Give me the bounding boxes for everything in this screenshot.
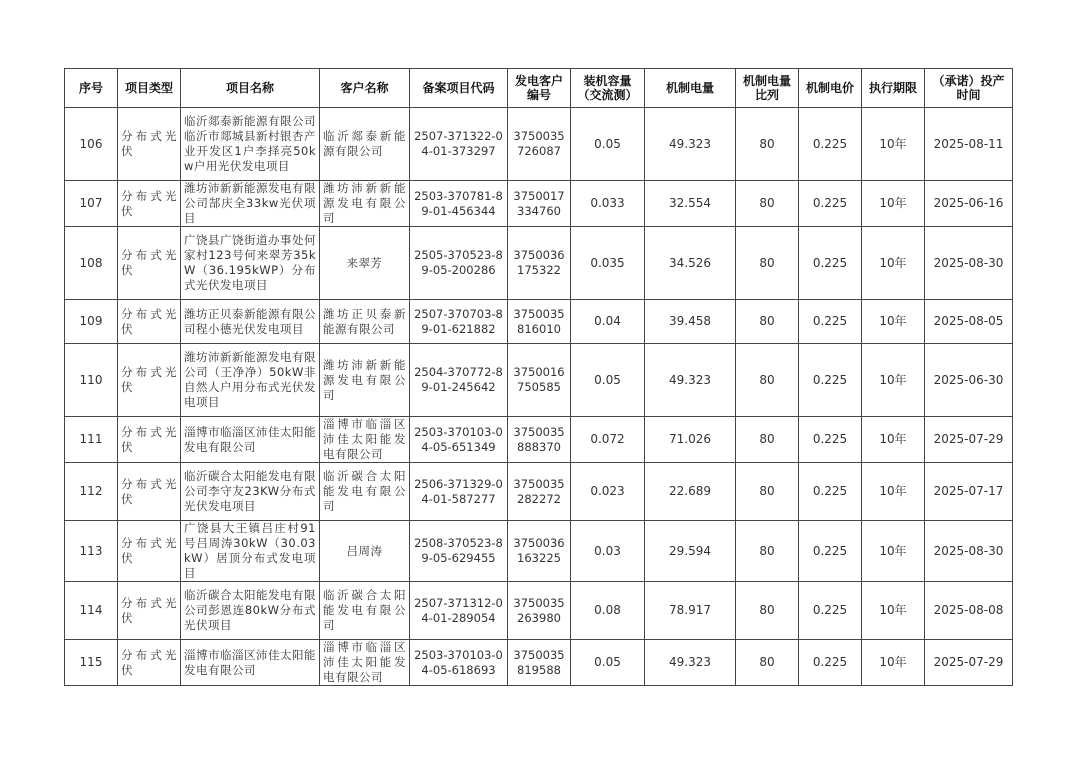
cell-code: 2507-371322-04-01-373297: [410, 108, 508, 181]
cell-price: 0.225: [799, 417, 862, 463]
cell-term: 10年: [862, 108, 925, 181]
table-row: [65, 417, 1013, 463]
header-ratio: 机制电量比列: [736, 69, 799, 108]
cell-customer: 潍坊沛新新能源发电有限公司: [320, 344, 410, 417]
cell-date: 2025-08-11: [925, 108, 1013, 181]
cell-acct: 3750016750585: [508, 344, 571, 417]
cell-name: 潍坊沛新新能源发电有限公司（王净净）50kW非自然人户用分布式光伏发电项目: [181, 344, 320, 417]
cell-seq: 114: [65, 582, 118, 640]
cell-type: 分布式光伏: [118, 640, 181, 686]
cell-ratio: 80: [736, 227, 799, 300]
table-row: [65, 108, 1013, 181]
cell-code: 2507-371312-04-01-289054: [410, 582, 508, 640]
cell-ratio: 80: [736, 417, 799, 463]
cell-type: 分布式光伏: [118, 417, 181, 463]
cell-price: 0.225: [799, 344, 862, 417]
cell-energy: 49.323: [645, 344, 736, 417]
cell-customer: 吕周涛: [320, 521, 410, 582]
cell-seq: 112: [65, 463, 118, 521]
cell-capacity: 0.08: [571, 582, 645, 640]
cell-ratio: 80: [736, 640, 799, 686]
cell-type: 分布式光伏: [118, 344, 181, 417]
cell-seq: 107: [65, 181, 118, 227]
header-price: 机制电价: [799, 69, 862, 108]
cell-price: 0.225: [799, 108, 862, 181]
cell-date: 2025-07-17: [925, 463, 1013, 521]
cell-customer: 来翠芳: [320, 227, 410, 300]
cell-term: 10年: [862, 463, 925, 521]
cell-term: 10年: [862, 417, 925, 463]
cell-energy: 29.594: [645, 521, 736, 582]
cell-seq: 109: [65, 300, 118, 344]
cell-capacity: 0.023: [571, 463, 645, 521]
cell-customer: 潍坊沛新新能源发电有限公司: [320, 181, 410, 227]
cell-seq: 108: [65, 227, 118, 300]
cell-price: 0.225: [799, 640, 862, 686]
cell-acct: 3750035888370: [508, 417, 571, 463]
table-row: [65, 227, 1013, 300]
table-row: [65, 463, 1013, 521]
cell-name: 广饶县大王镇吕庄村91号吕周涛30kW（30.03kW）居顶分布式发电项目: [181, 521, 320, 582]
cell-acct: 3750036163225: [508, 521, 571, 582]
cell-price: 0.225: [799, 582, 862, 640]
table-row: [65, 521, 1013, 582]
header-energy: 机制电量: [645, 69, 736, 108]
cell-acct: 3750035282272: [508, 463, 571, 521]
cell-name: 淄博市临淄区沛佳太阳能发电有限公司: [181, 640, 320, 686]
cell-name: 潍坊正贝泰新能源有限公司程小德光伏发电项目: [181, 300, 320, 344]
cell-name: 临沂碳合太阳能发电有限公司李守友23KW分布式光伏发电项目: [181, 463, 320, 521]
cell-name: 广饶县广饶街道办事处何家村123号何来翠芳35kW（36.195kWP）分布式光伏发电项目: [181, 227, 320, 300]
header-capacity: 装机容量（交流测）: [571, 69, 645, 108]
cell-energy: 32.554: [645, 181, 736, 227]
cell-term: 10年: [862, 300, 925, 344]
cell-capacity: 0.072: [571, 417, 645, 463]
cell-type: 分布式光伏: [118, 181, 181, 227]
table-row: [65, 300, 1013, 344]
cell-date: 2025-08-30: [925, 521, 1013, 582]
cell-code: 2503-370781-89-01-456344: [410, 181, 508, 227]
cell-acct: 3750017334760: [508, 181, 571, 227]
cell-capacity: 0.03: [571, 521, 645, 582]
cell-price: 0.225: [799, 521, 862, 582]
cell-code: 2505-370523-89-05-200286: [410, 227, 508, 300]
cell-acct: 3750035816010: [508, 300, 571, 344]
header-date: （承诺）投产时间: [925, 69, 1013, 108]
cell-energy: 34.526: [645, 227, 736, 300]
cell-seq: 113: [65, 521, 118, 582]
document-page: [64, 68, 1012, 686]
cell-ratio: 80: [736, 300, 799, 344]
cell-ratio: 80: [736, 463, 799, 521]
cell-term: 10年: [862, 582, 925, 640]
cell-date: 2025-08-30: [925, 227, 1013, 300]
cell-type: 分布式光伏: [118, 463, 181, 521]
cell-customer: 临沂郯泰新能源有限公司: [320, 108, 410, 181]
cell-code: 2508-370523-89-05-629455: [410, 521, 508, 582]
cell-term: 10年: [862, 227, 925, 300]
cell-energy: 78.917: [645, 582, 736, 640]
cell-price: 0.225: [799, 227, 862, 300]
cell-price: 0.225: [799, 300, 862, 344]
cell-energy: 49.323: [645, 108, 736, 181]
cell-code: 2504-370772-89-01-245642: [410, 344, 508, 417]
cell-name: 潍坊沛新新能源发电有限公司郜庆全33kw光伏项目: [181, 181, 320, 227]
cell-acct: 3750035263980: [508, 582, 571, 640]
cell-name: 临沂郯泰新能源有限公司临沂市郯城县新村银杏产业开发区1户李择亮50kw户用光伏发电项目: [181, 108, 320, 181]
cell-date: 2025-06-16: [925, 181, 1013, 227]
cell-acct: 3750035819588: [508, 640, 571, 686]
cell-type: 分布式光伏: [118, 521, 181, 582]
header-type: 项目类型: [118, 69, 181, 108]
table-row: [65, 640, 1013, 686]
cell-seq: 110: [65, 344, 118, 417]
cell-customer: 潍坊正贝泰新能源有限公司: [320, 300, 410, 344]
cell-term: 10年: [862, 521, 925, 582]
cell-energy: 22.689: [645, 463, 736, 521]
cell-type: 分布式光伏: [118, 582, 181, 640]
header-seq: 序号: [65, 69, 118, 108]
cell-ratio: 80: [736, 521, 799, 582]
cell-capacity: 0.035: [571, 227, 645, 300]
cell-term: 10年: [862, 640, 925, 686]
cell-date: 2025-08-05: [925, 300, 1013, 344]
cell-name: 临沂碳合太阳能发电有限公司彭恩连80kW分布式光伏项目: [181, 582, 320, 640]
cell-customer: 临沂碳合太阳能发电有限公司: [320, 463, 410, 521]
cell-acct: 3750035726087: [508, 108, 571, 181]
cell-name: 淄博市临淄区沛佳太阳能发电有限公司: [181, 417, 320, 463]
cell-type: 分布式光伏: [118, 227, 181, 300]
cell-energy: 49.323: [645, 640, 736, 686]
cell-ratio: 80: [736, 582, 799, 640]
header-row: [65, 69, 1013, 108]
cell-price: 0.225: [799, 463, 862, 521]
cell-date: 2025-08-08: [925, 582, 1013, 640]
cell-customer: 淄博市临淄区沛佳太阳能发电有限公司: [320, 417, 410, 463]
cell-seq: 106: [65, 108, 118, 181]
cell-seq: 115: [65, 640, 118, 686]
cell-type: 分布式光伏: [118, 300, 181, 344]
cell-capacity: 0.05: [571, 344, 645, 417]
project-table: [64, 68, 1013, 686]
cell-term: 10年: [862, 344, 925, 417]
cell-seq: 111: [65, 417, 118, 463]
cell-capacity: 0.04: [571, 300, 645, 344]
cell-acct: 3750036175322: [508, 227, 571, 300]
header-code: 备案项目代码: [410, 69, 508, 108]
cell-energy: 71.026: [645, 417, 736, 463]
cell-capacity: 0.05: [571, 640, 645, 686]
cell-date: 2025-06-30: [925, 344, 1013, 417]
cell-date: 2025-07-29: [925, 417, 1013, 463]
cell-capacity: 0.05: [571, 108, 645, 181]
header-customer: 客户名称: [320, 69, 410, 108]
cell-ratio: 80: [736, 181, 799, 227]
table-row: [65, 181, 1013, 227]
table-row: [65, 582, 1013, 640]
cell-customer: 临沂碳合太阳能发电有限公司: [320, 582, 410, 640]
cell-code: 2506-371329-04-01-587277: [410, 463, 508, 521]
header-name: 项目名称: [181, 69, 320, 108]
cell-price: 0.225: [799, 181, 862, 227]
cell-type: 分布式光伏: [118, 108, 181, 181]
cell-customer: 淄博市临淄区沛佳太阳能发电有限公司: [320, 640, 410, 686]
cell-date: 2025-07-29: [925, 640, 1013, 686]
table-row: [65, 344, 1013, 417]
header-acct: 发电客户编号: [508, 69, 571, 108]
cell-ratio: 80: [736, 344, 799, 417]
cell-ratio: 80: [736, 108, 799, 181]
header-term: 执行期限: [862, 69, 925, 108]
cell-code: 2507-370703-89-01-621882: [410, 300, 508, 344]
cell-capacity: 0.033: [571, 181, 645, 227]
cell-term: 10年: [862, 181, 925, 227]
cell-code: 2503-370103-04-05-618693: [410, 640, 508, 686]
cell-code: 2503-370103-04-05-651349: [410, 417, 508, 463]
cell-energy: 39.458: [645, 300, 736, 344]
